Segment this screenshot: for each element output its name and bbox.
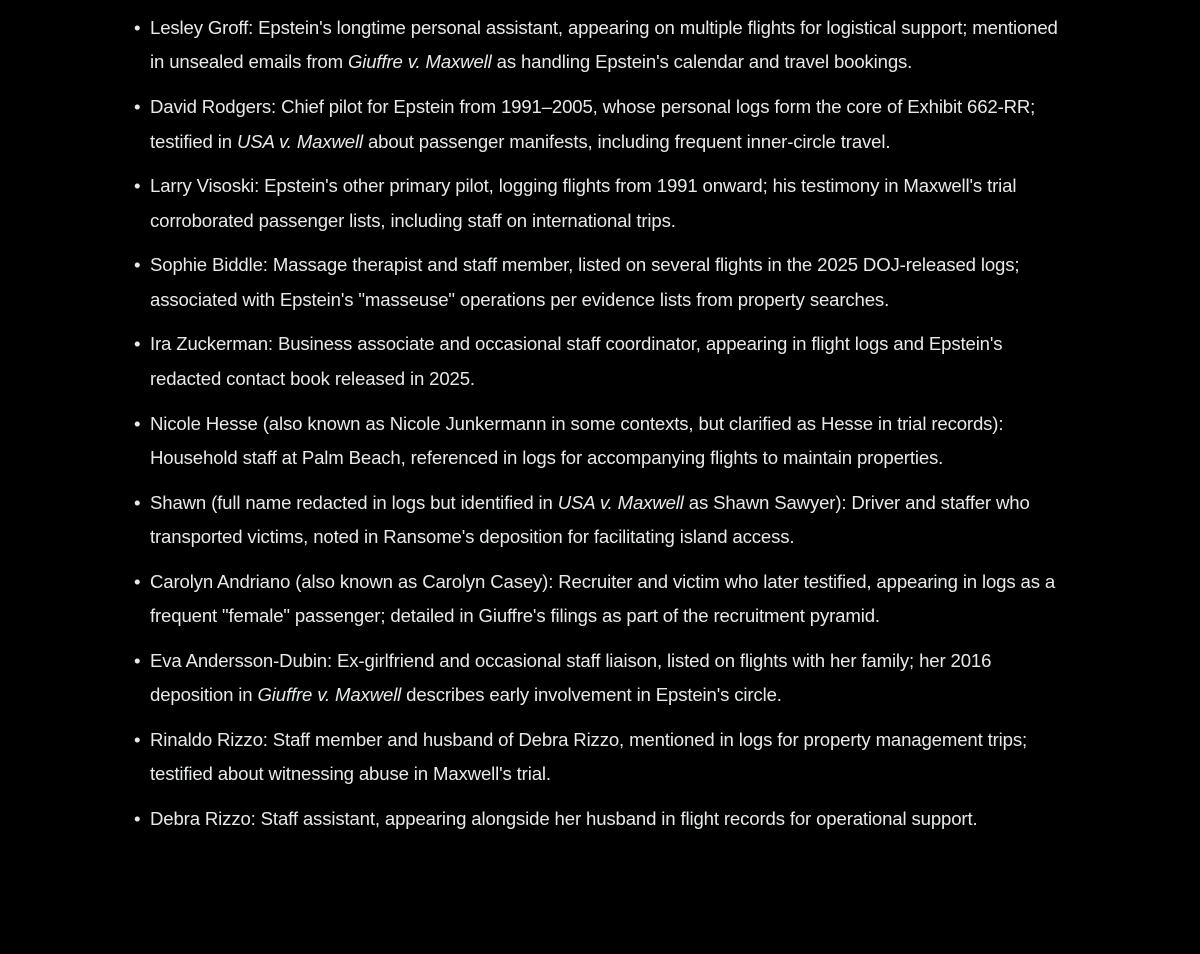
bullet-icon: • (134, 96, 141, 118)
list-item-text: Debra Rizzo: Staff assistant, appearing alongside her husband in flight records for operational support. (150, 808, 978, 830)
list-item (134, 248, 1075, 317)
case-name-italic: Giuffre v. Maxwell (257, 684, 402, 706)
list-item-text: Rinaldo Rizzo: Staff member and husband of Debra Rizzo, mentioned in logs for property management trips; testified about witnessing abuse in Maxwell's trial. (150, 728, 1028, 785)
list-item-text: as Shawn Sawyer): Driver and staffer who transported victims, noted in Ransome's deposition for facilitating island access. (150, 491, 1030, 548)
list-item-text: as handling Epstein's calendar and travel bookings. (491, 51, 913, 73)
list-item (134, 802, 1075, 836)
case-name-italic: Giuffre v. Maxwell (347, 51, 492, 73)
list-item-text: Eva Andersson-Dubin: Ex-girlfriend and occasional staff liaison, listed on flights with her family; her 2016 deposition in (150, 649, 992, 706)
list-item-text: describes early involvement in Epstein's circle. (401, 684, 782, 706)
list-item (134, 327, 1075, 396)
list-item-text: Shawn (full name redacted in logs but identified in (150, 491, 558, 513)
list-item-text: Lesley Groff: Epstein's longtime personal assistant, appearing on multiple flights for logistical support; mentioned in unsealed emails from (150, 17, 1058, 73)
bullet-icon: • (134, 412, 141, 434)
bullet-icon: • (134, 175, 141, 197)
bullet-icon: • (134, 333, 141, 355)
list-item (134, 169, 1075, 238)
list-item-text: Larry Visoski: Epstein's other primary pilot, logging flights from 1991 onward; his testimony in Maxwell's trial corroborated passenger lists, including staff on international trips. (150, 175, 1017, 231)
list-item (134, 565, 1075, 634)
list-item (134, 644, 1075, 713)
bullet-icon: • (134, 728, 141, 750)
bullet-icon: • (134, 17, 141, 38)
list-item-text: about passenger manifests, including frequent inner-circle travel. (362, 130, 891, 152)
list-item-text: Nicole Hesse (also known as Nicole Junkermann in some contexts, but clarified as Hesse in trial records): Household staff at Palm Beach, referenced in logs for accompanying flights to maintain properties. (150, 412, 1004, 468)
list-item (134, 407, 1075, 476)
list-item (134, 11, 1075, 80)
bullet-icon: • (134, 570, 141, 592)
list-item (134, 486, 1075, 555)
case-name-italic: USA v. Maxwell (236, 130, 363, 152)
case-name-italic: USA v. Maxwell (557, 491, 684, 513)
list-item (134, 723, 1075, 792)
list-item-text: David Rodgers: Chief pilot for Epstein from 1991–2005, whose personal logs form the core of Exhibit 662-RR; testified in (150, 96, 1036, 152)
list-item-text: Ira Zuckerman: Business associate and occasional staff coordinator, appearing in flight logs and Epstein's redacted contact book released in 2025. (150, 333, 1003, 389)
bullet-icon: • (134, 491, 141, 513)
bullet-icon: • (134, 254, 141, 276)
list-item (134, 90, 1075, 159)
list-item-text: Sophie Biddle: Massage therapist and staff member, listed on several flights in the 2025 DOJ-released logs; associated with Epstein's "masseuse" operations per evidence lists from property searches. (150, 254, 1020, 310)
bullet-icon: • (134, 808, 141, 830)
list-item-text: Carolyn Andriano (also known as Carolyn Casey): Recruiter and victim who later testified, appearing in logs as a frequent "female" passenger; detailed in Giuffre's filings as part of the recruitment pyramid. (150, 570, 1056, 627)
bullet-icon: • (134, 649, 141, 671)
